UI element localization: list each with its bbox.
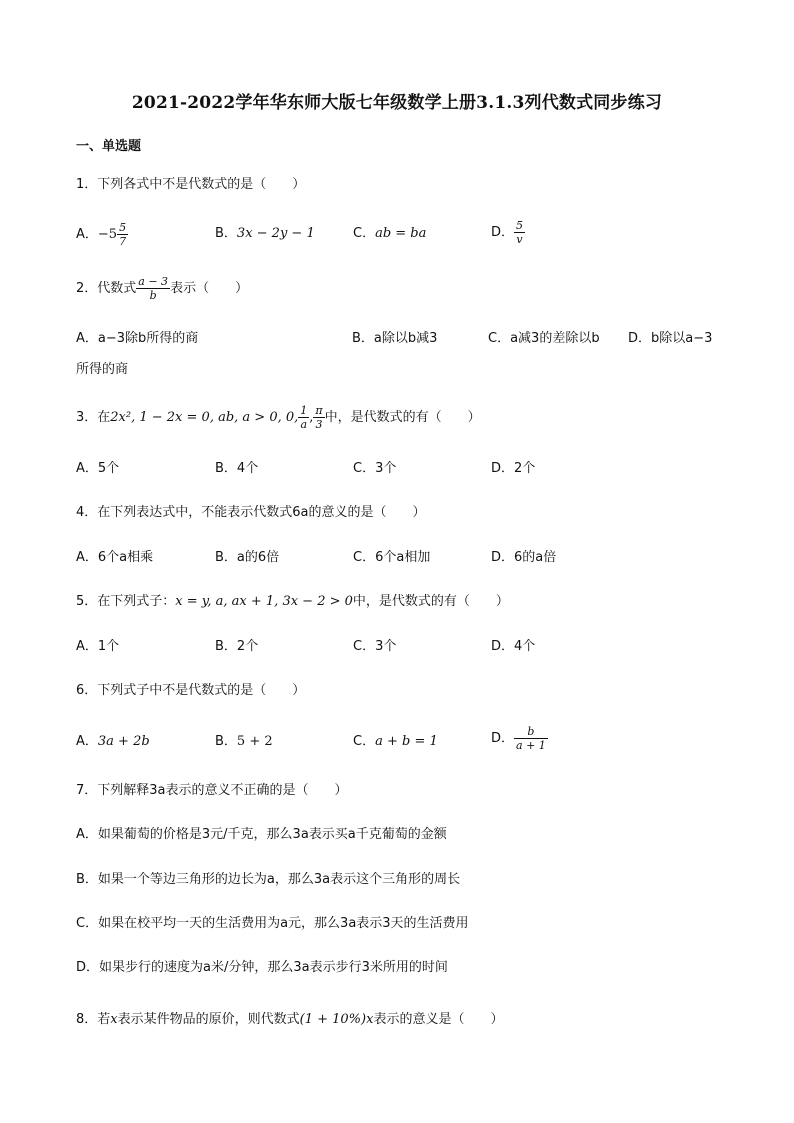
question-1-stem: 1．下列各式中不是代数式的是（ ）	[76, 177, 306, 192]
question-6-stem: 6．下列式子中不是代数式的是（ ）	[76, 683, 306, 698]
question-4-option-c: C．6个a相加	[353, 550, 431, 565]
question-2-option-d-continued: 所得的商	[76, 362, 129, 377]
question-1-option-a: A．−5 $\frac{5}{7}$	[76, 221, 127, 248]
question-4-option-d: D．6的a倍	[491, 550, 557, 565]
question-2-stem: 2．代数式 $\frac{a - 3}{b}$ 表示（ ）	[76, 275, 249, 302]
question-5-option-a: A．1个	[76, 639, 120, 654]
question-3-option-c: C．3个	[353, 461, 397, 476]
question-1-option-d: D． $\frac{5}{v}$	[491, 219, 524, 246]
question-3-stem: 3．在2x², 1 − 2x = 0, ab, a > 0, 0, $\frac{1}{a}$ , $\frac{\pi}{3}$ 中，是代数式的有（ ）	[76, 404, 481, 431]
question-5-option-c: C．3个	[353, 639, 397, 654]
question-7-option-a: A．如果葡萄的价格是3元/千克，那么3a表示买a千克葡萄的金额	[76, 827, 447, 842]
section-heading: 一、单选题	[76, 139, 142, 154]
question-5-option-d: D．4个	[491, 639, 536, 654]
question-5-stem: 5．在下列式子：x = y, a, ax + 1, 3x − 2 > 0中，是代数式的有（ ）	[76, 594, 509, 609]
question-7-option-d: D．如果步行的速度为a米/分钟，那么3a表示步行3米所用的时间	[76, 960, 448, 975]
question-6-option-b: B．5 + 2	[215, 734, 273, 749]
question-3-option-a: A．5个	[76, 461, 120, 476]
page-title: 2021-2022学年华东师大版七年级数学上册3.1.3列代数式同步练习	[131, 93, 663, 113]
question-3-option-b: B．4个	[215, 461, 259, 476]
question-6-option-c: C．a + b = 1	[353, 734, 438, 749]
question-1-option-c: C．ab = ba	[353, 226, 427, 241]
question-6-option-a: A．3a + 2b	[76, 734, 150, 749]
question-4-option-b: B．a的6倍	[215, 550, 280, 565]
question-2-option-b: B．a除以b减3	[352, 331, 438, 346]
question-5-option-b: B．2个	[215, 639, 259, 654]
question-6-option-d: D． $\frac{b}{a + 1}$	[491, 725, 546, 752]
question-7-stem: 7．下列解释3a表示的意义不正确的是（ ）	[76, 783, 348, 798]
question-1-option-b: B．3x − 2y − 1	[215, 226, 315, 241]
question-8-stem: 8．若x表示某件物品的原价，则代数式(1 + 10%)x表示的意义是（ ）	[76, 1012, 504, 1027]
question-2-option-c: C．a减3的差除以b	[488, 331, 600, 346]
question-2-option-d: D．b除以a−3	[628, 331, 713, 346]
question-4-stem: 4．在下列表达式中，不能表示代数式6a的意义的是（ ）	[76, 505, 426, 520]
question-3-option-d: D．2个	[491, 461, 536, 476]
question-4-option-a: A．6个a相乘	[76, 550, 154, 565]
question-2-option-a: A．a−3除b所得的商	[76, 331, 199, 346]
question-7-option-c: C．如果在校平均一天的生活费用为a元，那么3a表示3天的生活费用	[76, 916, 469, 931]
question-7-option-b: B．如果一个等边三角形的边长为a，那么3a表示这个三角形的周长	[76, 872, 461, 887]
